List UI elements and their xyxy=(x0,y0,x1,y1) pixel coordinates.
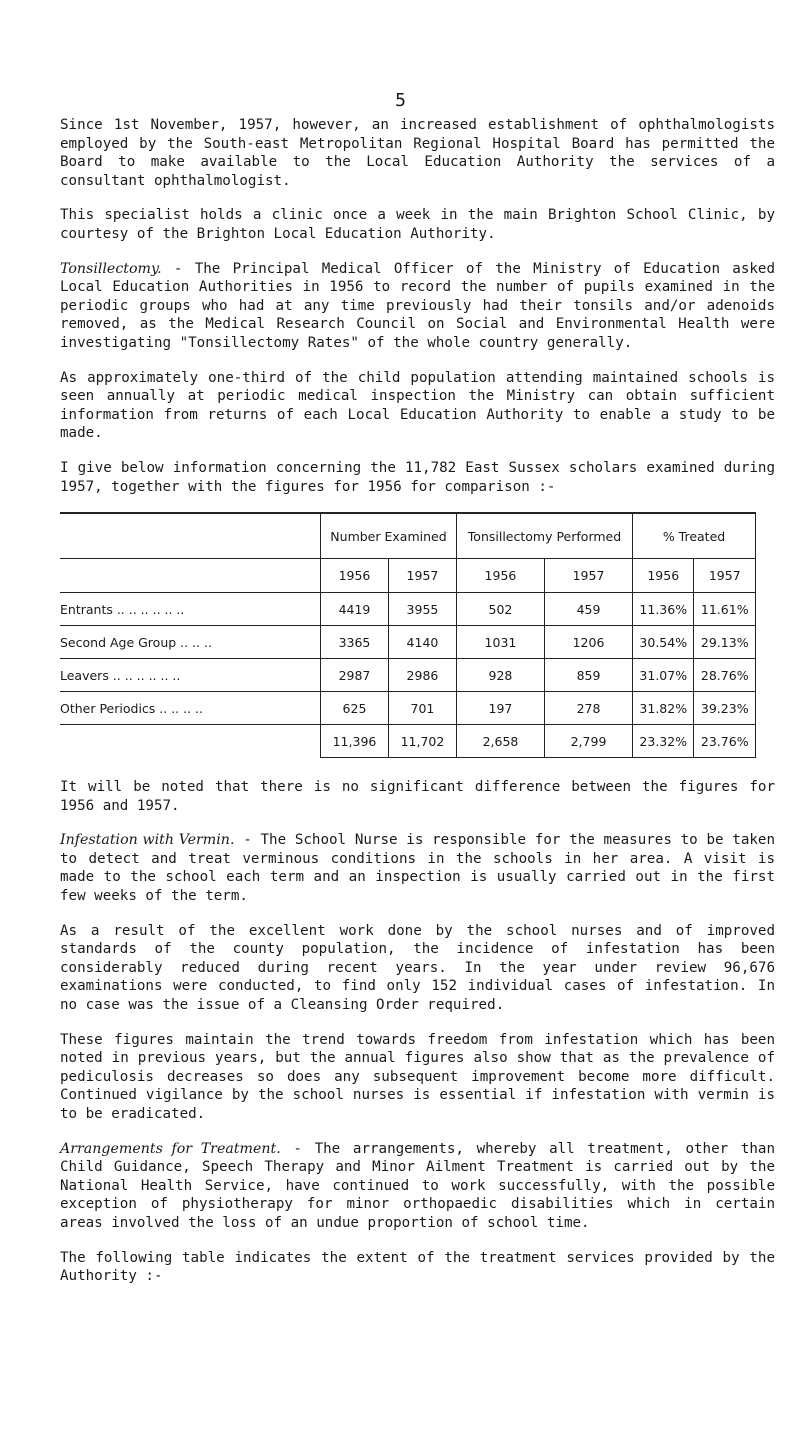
paragraph-ministry-returns: As approximately one-third of the child population attending maintained schools is seen annually at periodic medical inspection the Ministry can obtain sufficient information from returns of each Local Education Authority to enable a study to be made. xyxy=(60,369,775,442)
table-cell: 31.82% xyxy=(633,692,694,725)
paragraph-table-intro: I give below information concerning the 11,782 East Sussex scholars examined during 1957, together with the figures for 1956 for comparison :- xyxy=(60,459,775,495)
header-percent-treated: % Treated xyxy=(633,513,756,559)
table-cell: 31.07% xyxy=(633,659,694,692)
paragraph-no-difference: It will be noted that there is no significant difference between the figures for 1956 and 1957. xyxy=(60,779,775,814)
total-cell: 23.76% xyxy=(694,725,756,758)
table-cell: 3955 xyxy=(388,593,456,626)
row-label: Other Periodics .. .. .. .. xyxy=(60,692,321,725)
document-body xyxy=(60,116,775,1302)
page-number: 5 xyxy=(395,90,406,111)
arrangements-body: - The arrangements, whereby all treatment, other than Child Guidance, Speech Therapy and Minor Ailment Treatment is carried out by the National Health Service, have continued to work successfully, with the possible exception of physiotherapy for minor orthopaedic disabilities which in certain areas involved the loss of an undue proportion of school time. xyxy=(60,1140,776,1231)
year-cell: 1956 xyxy=(633,559,694,593)
year-cell: 1957 xyxy=(544,559,632,593)
table-cell: 1031 xyxy=(456,626,544,659)
table-cell: 928 xyxy=(456,659,544,692)
paragraph-infestation xyxy=(60,831,775,905)
year-cell: 1956 xyxy=(321,559,389,593)
table-cell: 278 xyxy=(544,692,632,725)
table-cell: 2987 xyxy=(321,659,389,692)
totals-label-empty xyxy=(60,725,321,758)
table-cell: 4140 xyxy=(388,626,456,659)
header-tonsillectomy-performed: Tonsillectomy Performed xyxy=(456,513,632,559)
table-row xyxy=(60,692,756,725)
paragraph-vigilance: These figures maintain the trend towards freedom from infestation which has been noted in previous years, but the annual figures also show that as the prevalence of pediculosis decreases so does any subsequent improvement become more difficult. Continued vigilance by the school nurses is essential if infestation with vermin is to be eradicated. xyxy=(60,1031,775,1122)
table-cell: 859 xyxy=(544,659,632,692)
table-corner xyxy=(60,513,321,559)
table-row xyxy=(60,593,756,626)
paragraph-tonsillectomy xyxy=(60,260,775,353)
paragraph-arrangements xyxy=(60,1140,775,1233)
heading-arrangements: Arrangements for Treatment. xyxy=(60,1140,281,1157)
table-cell: 28.76% xyxy=(694,659,756,692)
tonsillectomy-table xyxy=(60,512,756,758)
table-row-years xyxy=(60,559,756,593)
table-row-totals xyxy=(60,725,756,758)
table-cell: 39.23% xyxy=(694,692,756,725)
tonsillectomy-body: - The Principal Medical Officer of the Ministry of Education asked Local Education Authorities in 1956 to record the number of pupils examined in the periodic groups who had at any time previously had their tonsils and/or adenoids removed, as the Medical Research Council on Social and Environmental Health were investigating "Tonsillectomy Rates" of the whole country generally. xyxy=(60,260,775,351)
table-cell: 625 xyxy=(321,692,389,725)
table-row xyxy=(60,659,756,692)
heading-tonsillectomy: Tonsillectomy. xyxy=(60,260,162,277)
table-cell: 30.54% xyxy=(633,626,694,659)
row-label: Entrants .. .. .. .. .. .. xyxy=(60,593,321,626)
table-cell: 1206 xyxy=(544,626,632,659)
header-number-examined: Number Examined xyxy=(321,513,457,559)
total-cell: 2,658 xyxy=(456,725,544,758)
heading-infestation: Infestation with Vermin. xyxy=(60,832,235,849)
table-cell: 701 xyxy=(388,692,456,725)
table-cell: 2986 xyxy=(388,659,456,692)
table-row xyxy=(60,626,756,659)
table-cell: 11.36% xyxy=(633,593,694,626)
year-cell: 1957 xyxy=(388,559,456,593)
table-cell: 29.13% xyxy=(694,626,756,659)
paragraph-infestation-results: As a result of the excellent work done by the school nurses and of improved standards of the county population, the incidence of infestation has been considerably reduced during recent years. In the year under review 96,676 examinations were conducted, to find only 152 individual cases of infestation. In no case was the issue of a Cleansing Order required. xyxy=(60,922,775,1014)
paragraph-treatment-table-intro: The following table indicates the extent of the treatment services provided by the Authority :- xyxy=(60,1249,775,1285)
total-cell: 11,396 xyxy=(321,725,389,758)
table-cell: 197 xyxy=(456,692,544,725)
row-label: Leavers .. .. .. .. .. .. xyxy=(60,659,321,692)
table-cell: 11.61% xyxy=(694,593,756,626)
table-cell: 4419 xyxy=(321,593,389,626)
paragraph-specialist-clinic: This specialist holds a clinic once a week in the main Brighton School Clinic, by courtesy of the Brighton Local Education Authority. xyxy=(60,207,775,242)
infestation-body: - The School Nurse is responsible for the measures to be taken to detect and treat verminous conditions in the schools in her area. A visit is made to the school each term and an inspection is usually carried out in the first few weeks of the term. xyxy=(60,832,775,905)
table-cell: 3365 xyxy=(321,626,389,659)
total-cell: 2,799 xyxy=(544,725,632,758)
paragraph-ophthalmologist: Since 1st November, 1957, however, an increased establishment of ophthalmologists employed by the South-east Metropolitan Regional Hospital Board has permitted the Board to make available to the Local Education Authority the services of a consultant ophthalmologist. xyxy=(60,117,775,189)
table-cell-empty xyxy=(60,559,321,593)
table-cell: 502 xyxy=(456,593,544,626)
year-cell: 1956 xyxy=(456,559,544,593)
table-cell: 459 xyxy=(544,593,632,626)
total-cell: 23.32% xyxy=(633,725,694,758)
row-label: Second Age Group .. .. .. xyxy=(60,626,321,659)
year-cell: 1957 xyxy=(694,559,756,593)
total-cell: 11,702 xyxy=(388,725,456,758)
